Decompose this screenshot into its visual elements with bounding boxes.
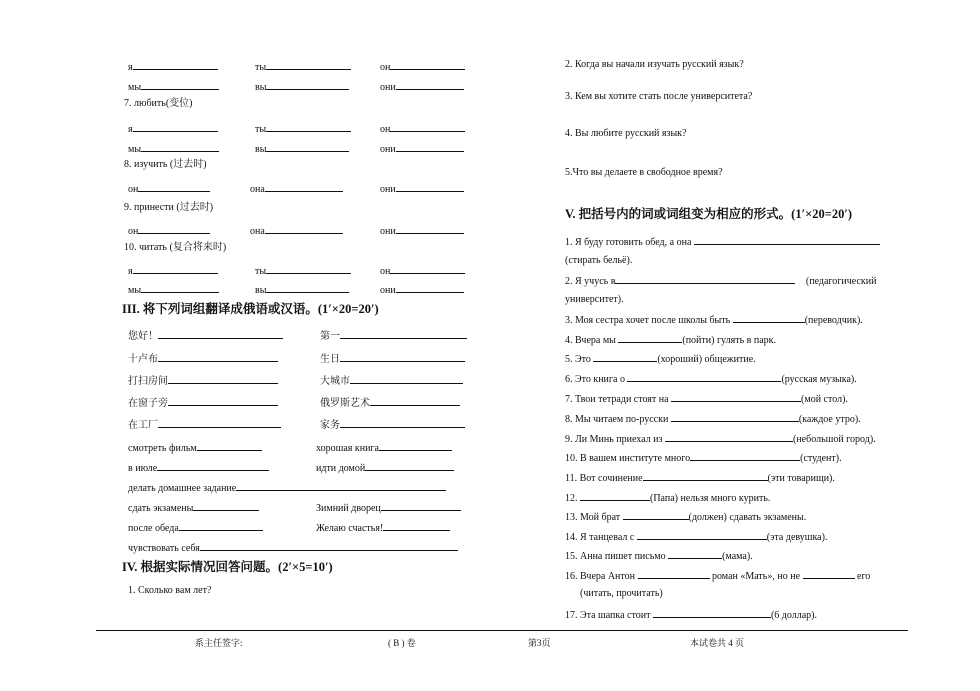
exercise-7: 7. Твои тетради стоят на (мой стол). [565,394,848,405]
answer-blank[interactable] [266,60,351,70]
trans-item: 生日 [320,352,465,366]
answer-blank[interactable] [396,80,464,90]
answer-blank[interactable] [623,510,689,520]
answer-blank[interactable] [168,374,278,384]
exercise-8: 8. Мы читаем по-русски (каждое утро). [565,414,861,425]
exercise-13: 13. Мой брат (должен) сдавать экзамены. [565,512,807,523]
answer-blank[interactable] [158,352,278,362]
trans-item: после обеда [128,521,263,535]
trans-item: Желаю счастья! [316,521,450,535]
answer-blank[interactable] [133,264,218,274]
answer-blank[interactable] [381,501,461,511]
answer-blank[interactable] [665,432,793,442]
answer-blank[interactable] [396,224,464,234]
exercise-10: 10. В вашем институте много (студент). [565,453,842,464]
trans-item: 家务 [320,418,465,432]
answer-blank[interactable] [340,352,465,362]
answer-blank[interactable] [133,122,218,132]
trans-item: 大城市 [320,374,463,388]
exercise-2: 2. Я учусь в (педагогический [565,276,877,287]
answer-blank[interactable] [643,471,768,481]
answer-blank[interactable] [266,283,349,293]
answer-blank[interactable] [133,60,218,70]
answer-blank[interactable] [158,329,283,339]
question-2: 2. Когда вы начали изучать русский язык? [565,59,744,70]
trans-item: 在窗子旁 [128,396,278,410]
answer-blank[interactable] [141,80,219,90]
trans-item: делать домашнее задание [128,481,446,495]
question-5: 5.Что вы делаете в свободное время? [565,167,723,178]
answer-blank[interactable] [396,142,464,152]
answer-blank[interactable] [803,569,855,579]
exercise-4: 4. Вчера мы (пойти) гулять в парк. [565,335,777,346]
section-5-heading: V. 把括号内的词或词组变为相应的形式。(1′×20=20′) [565,207,853,221]
trans-item: сдать экзамены [128,501,259,515]
trans-item: в июле [128,461,269,475]
footer-page: 第3页 [528,638,551,648]
section-4-heading: IV. 根据实际情况回答问题。(2′×5=10′) [122,560,333,574]
question-1: 1. Сколько вам лет? [128,585,212,596]
answer-blank[interactable] [671,392,801,402]
answer-blank[interactable] [618,333,682,343]
answer-blank[interactable] [340,418,465,428]
exercise-9: 9. Ли Минь приехал из (небольшой город). [565,434,876,445]
answer-blank[interactable] [236,481,446,491]
answer-blank[interactable] [379,441,452,451]
answer-blank[interactable] [265,224,343,234]
exercise-6: 6. Это книга о (русская музыка). [565,374,857,385]
answer-blank[interactable] [733,313,805,323]
answer-blank[interactable] [390,122,465,132]
answer-blank[interactable] [580,491,650,501]
trans-item: 十卢布 [128,352,278,366]
answer-blank[interactable] [266,80,349,90]
answer-blank[interactable] [141,283,219,293]
question-3: 3. Кем вы хотите стать после университета? [565,91,753,102]
footer-total: 本试卷共 4 页 [690,638,745,648]
exercise-11: 11. Вот сочинение (эти товарищи). [565,473,835,484]
exercise-14: 14. Я танцевал с (эта девушка). [565,532,828,543]
exercise-17: 17. Эта шапка стоит (6 доллар). [565,610,817,621]
answer-blank[interactable] [668,549,722,559]
answer-blank[interactable] [138,182,210,192]
footer-paper: ( B ) 卷 [388,638,416,648]
trans-item: смотреть фильм [128,441,262,455]
answer-blank[interactable] [266,122,351,132]
answer-blank[interactable] [265,182,343,192]
answer-blank[interactable] [653,608,771,618]
answer-blank[interactable] [396,182,464,192]
trans-item: 您好！ [128,329,283,343]
answer-blank[interactable] [615,274,795,284]
answer-blank[interactable] [637,530,767,540]
answer-blank[interactable] [390,60,465,70]
answer-blank[interactable] [390,264,465,274]
trans-item: 俄罗斯艺术 [320,396,460,410]
exercise-5: 5. Это (хороший) общежитие. [565,354,756,365]
answer-blank[interactable] [168,396,278,406]
answer-blank[interactable] [197,441,262,451]
section-3-heading: III. 将下列词组翻译成俄语或汉语。(1′×20=20′) [122,302,379,316]
exercise-3: 3. Моя сестра хочет после школы быть (переводчик). [565,315,863,326]
answer-blank[interactable] [157,461,269,471]
footer-divider [96,630,908,631]
trans-item: 在工厂 [128,418,281,432]
exercise-12: 12. (Папа) нельзя много курить. [565,493,771,504]
footer-sign: 系主任签字: [195,638,243,648]
answer-blank[interactable] [350,374,463,384]
answer-blank[interactable] [383,521,450,531]
answer-blank[interactable] [340,329,467,339]
item-9: 9. принести (过去时) [124,202,214,213]
answer-blank[interactable] [158,418,281,428]
conj-row: я [128,60,218,74]
answer-blank[interactable] [200,541,458,551]
answer-blank[interactable] [694,235,880,245]
answer-blank[interactable] [370,396,460,406]
exercise-15: 15. Анна пишет письмо (мама). [565,551,753,562]
answer-blank[interactable] [690,451,800,461]
answer-blank[interactable] [266,142,349,152]
answer-blank[interactable] [365,461,454,471]
exercise-16: 16. Вчера Антон роман «Мать», но не его [565,571,871,582]
answer-blank[interactable] [627,372,781,382]
trans-item: 打扫房间 [128,374,278,388]
answer-blank[interactable] [138,224,210,234]
trans-item: Зимний дворец [316,501,461,515]
answer-blank[interactable] [266,264,351,274]
answer-blank[interactable] [671,412,799,422]
answer-blank[interactable] [593,352,657,362]
trans-item: хорошая книга [316,441,452,455]
item-7: 7. любить(变位) [124,98,193,109]
answer-blank[interactable] [141,142,219,152]
item-10: 10. читать (复合将来时) [124,242,227,253]
trans-item: идти домой [316,461,454,475]
item-8: 8. изучить (过去时) [124,159,207,170]
answer-blank[interactable] [193,501,259,511]
answer-blank[interactable] [179,521,263,531]
trans-item: чувствовать себя [128,541,458,555]
question-4: 4. Вы любите русский язык? [565,128,687,139]
exercise-1: 1. Я буду готовить обед, а она [565,235,880,249]
answer-blank[interactable] [638,569,710,579]
trans-item: 第一 [320,329,467,343]
answer-blank[interactable] [396,283,464,293]
